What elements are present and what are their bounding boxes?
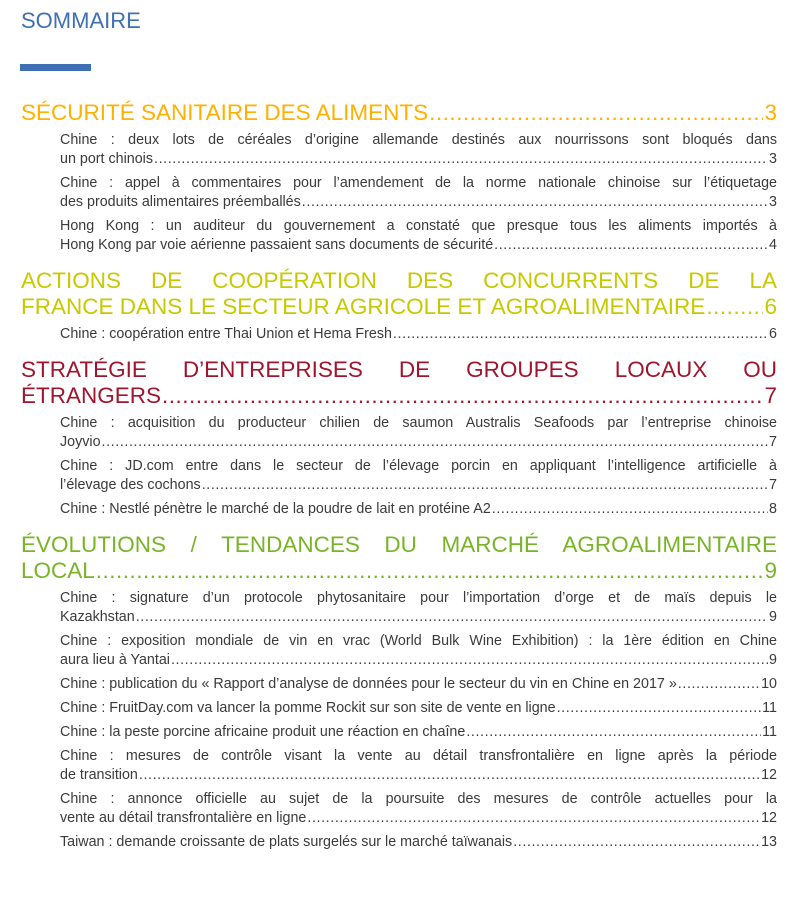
section-page-number: 3: [764, 100, 777, 125]
title-underline-bar: [20, 64, 91, 71]
toc-entry-text: Chine : coopération entre Thai Union et Hema Fresh: [60, 326, 392, 342]
toc-entry-line: Chine : exposition mondiale de vin en vrac (World Bulk Wine Exhibition) : la 1ère édition en Chine: [60, 633, 777, 649]
toc-entry[interactable]: [60, 632, 777, 670]
section-heading-last-line: [21, 383, 777, 409]
section-heading-line: STRATÉGIE D’ENTREPRISES DE GROUPES LOCAUX OU: [21, 357, 777, 382]
dot-leader: [557, 699, 762, 718]
section-heading-last-line: [21, 294, 777, 320]
page-title: SOMMAIRE: [21, 8, 141, 33]
toc-entry-last-line: [60, 809, 777, 828]
dot-leader: [171, 651, 768, 670]
toc-entry-last-line: [60, 433, 777, 452]
toc-entry-text: l’élevage des cochons: [60, 477, 201, 493]
toc-entry-text: vente au détail transfrontalière en ligne: [60, 810, 307, 826]
toc-entry-last-line: [60, 325, 777, 344]
table-of-contents: [21, 100, 777, 865]
toc-entry-line: Chine : appel à commentaires pour l’amendement de la norme nationale chinoise sur l’étiquetage: [60, 175, 777, 191]
dot-leader: [494, 236, 768, 255]
toc-entry-page-number: 12: [761, 767, 777, 783]
toc-entry[interactable]: [60, 217, 777, 255]
dot-leader: [162, 383, 763, 409]
toc-entry-text: Chine : Nestlé pénètre le marché de la poudre de lait en protéine A2: [60, 501, 491, 517]
toc-entry-page-number: 10: [761, 676, 777, 692]
toc-entry[interactable]: [60, 414, 777, 452]
toc-entry-text: Hong Kong par voie aérienne passaient sans documents de sécurité: [60, 237, 494, 253]
toc-entry-text: Chine : FruitDay.com va lancer la pomme Rockit sur son site de vente en ligne: [60, 700, 556, 716]
dot-leader: [513, 833, 760, 852]
toc-entry[interactable]: [60, 174, 777, 212]
toc-entry-page-number: 7: [769, 434, 777, 450]
section-heading[interactable]: [21, 532, 777, 584]
toc-entry-line: Chine : deux lots de céréales d’origine allemande destinés aux nourrissons sont bloqués dans: [60, 132, 777, 148]
toc-entry[interactable]: [60, 457, 777, 495]
toc-entry-page-number: 4: [769, 237, 777, 253]
toc-entry[interactable]: [60, 131, 777, 169]
toc-entry[interactable]: [60, 675, 777, 694]
toc-entry[interactable]: [60, 325, 777, 344]
section-heading-text: ÉTRANGERS: [21, 383, 162, 408]
section-heading[interactable]: [21, 100, 777, 126]
toc-entry-last-line: [60, 675, 777, 694]
toc-entry-page-number: 3: [769, 194, 777, 210]
section-entries: [21, 409, 777, 532]
toc-entry-line: Chine : annonce officielle au sujet de la poursuite des mesures de contrôle actuelles pour la: [60, 791, 777, 807]
toc-entry-last-line: [60, 723, 777, 742]
section-entries: [21, 584, 777, 865]
section-page-number: 6: [764, 294, 777, 319]
toc-entry-text: Chine : la peste porcine africaine produit une réaction en chaîne: [60, 724, 466, 740]
dot-leader: [154, 150, 768, 169]
toc-entry-last-line: [60, 236, 777, 255]
dot-leader: [307, 809, 760, 828]
dot-leader: [302, 193, 768, 212]
dot-leader: [706, 294, 763, 320]
section-heading-last-line: [21, 558, 777, 584]
toc-entry-text: un port chinois: [60, 151, 153, 167]
toc-section: [21, 100, 777, 268]
toc-entry-line: Chine : signature d’un protocole phytosanitaire pour l’importation d’orge et de maïs depuis le: [60, 590, 777, 606]
section-heading-text: SÉCURITÉ SANITAIRE DES ALIMENTS: [21, 100, 429, 125]
toc-entry[interactable]: [60, 790, 777, 828]
toc-entry-page-number: 9: [769, 609, 777, 625]
toc-entry-page-number: 11: [762, 700, 777, 716]
toc-entry-page-number: 6: [769, 326, 777, 342]
toc-entry[interactable]: [60, 747, 777, 785]
toc-section: [21, 268, 777, 357]
toc-entry-text: de transition: [60, 767, 138, 783]
toc-entry-page-number: 9: [769, 652, 777, 668]
toc-entry-text: Joyvio: [60, 434, 101, 450]
toc-entry-last-line: [60, 766, 777, 785]
dot-leader: [678, 675, 760, 694]
dot-leader: [466, 723, 761, 742]
toc-entry-last-line: [60, 833, 777, 852]
toc-section: [21, 357, 777, 532]
toc-entry[interactable]: [60, 833, 777, 852]
section-page-number: 7: [764, 383, 777, 408]
section-heading-last-line: [21, 100, 777, 126]
toc-entry-page-number: 8: [769, 501, 777, 517]
toc-entry[interactable]: [60, 723, 777, 742]
dot-leader: [96, 558, 764, 584]
dot-leader: [393, 325, 768, 344]
dot-leader: [136, 608, 768, 627]
dot-leader: [492, 500, 768, 519]
toc-section: [21, 532, 777, 865]
section-entries: [21, 126, 777, 268]
toc-entry-text: des produits alimentaires préemballés: [60, 194, 301, 210]
toc-entry-page-number: 12: [761, 810, 777, 826]
toc-entry-last-line: [60, 699, 777, 718]
toc-entry-text: aura lieu à Yantai: [60, 652, 170, 668]
section-heading-text: LOCAL: [21, 558, 95, 583]
dot-leader: [139, 766, 760, 785]
toc-entry[interactable]: [60, 589, 777, 627]
section-heading-text: FRANCE DANS LE SECTEUR AGRICOLE ET AGROALIMENTAIRE: [21, 294, 706, 319]
toc-entry-last-line: [60, 476, 777, 495]
toc-entry-page-number: 3: [769, 151, 777, 167]
toc-entry-last-line: [60, 150, 777, 169]
toc-entry-line: Chine : mesures de contrôle visant la vente au détail transfrontalière en ligne après la période: [60, 748, 777, 764]
toc-entry-last-line: [60, 651, 777, 670]
dot-leader: [429, 100, 763, 126]
section-heading-line: ACTIONS DE COOPÉRATION DES CONCURRENTS DE LA: [21, 268, 777, 293]
toc-entry-last-line: [60, 193, 777, 212]
toc-entry-line: Hong Kong : un auditeur du gouvernement a constaté que presque tous les aliments importés à: [60, 218, 777, 234]
section-heading[interactable]: [21, 268, 777, 320]
toc-entry-text: Chine : publication du « Rapport d’analyse de données pour le secteur du vin en Chine en 2017 »: [60, 676, 677, 692]
toc-entry[interactable]: [60, 699, 777, 718]
toc-entry[interactable]: [60, 500, 777, 519]
section-page-number: 9: [764, 558, 777, 583]
section-heading-line: ÉVOLUTIONS / TENDANCES DU MARCHÉ AGROALIMENTAIRE: [21, 532, 777, 557]
toc-entry-text: Taiwan : demande croissante de plats surgelés sur le marché taïwanais: [60, 834, 513, 850]
toc-entry-text: Kazakhstan: [60, 609, 135, 625]
toc-entry-page-number: 11: [762, 724, 777, 740]
section-heading[interactable]: [21, 357, 777, 409]
toc-entry-last-line: [60, 608, 777, 627]
toc-entry-last-line: [60, 500, 777, 519]
toc-entry-page-number: 7: [769, 477, 777, 493]
toc-entry-page-number: 13: [761, 834, 777, 850]
dot-leader: [102, 433, 769, 452]
dot-leader: [202, 476, 768, 495]
section-entries: [21, 320, 777, 357]
toc-entry-line: Chine : acquisition du producteur chilien de saumon Australis Seafoods par l’entreprise chinoise: [60, 415, 777, 431]
toc-entry-line: Chine : JD.com entre dans le secteur de l’élevage porcin en appliquant l’intelligence artificielle à: [60, 458, 777, 474]
